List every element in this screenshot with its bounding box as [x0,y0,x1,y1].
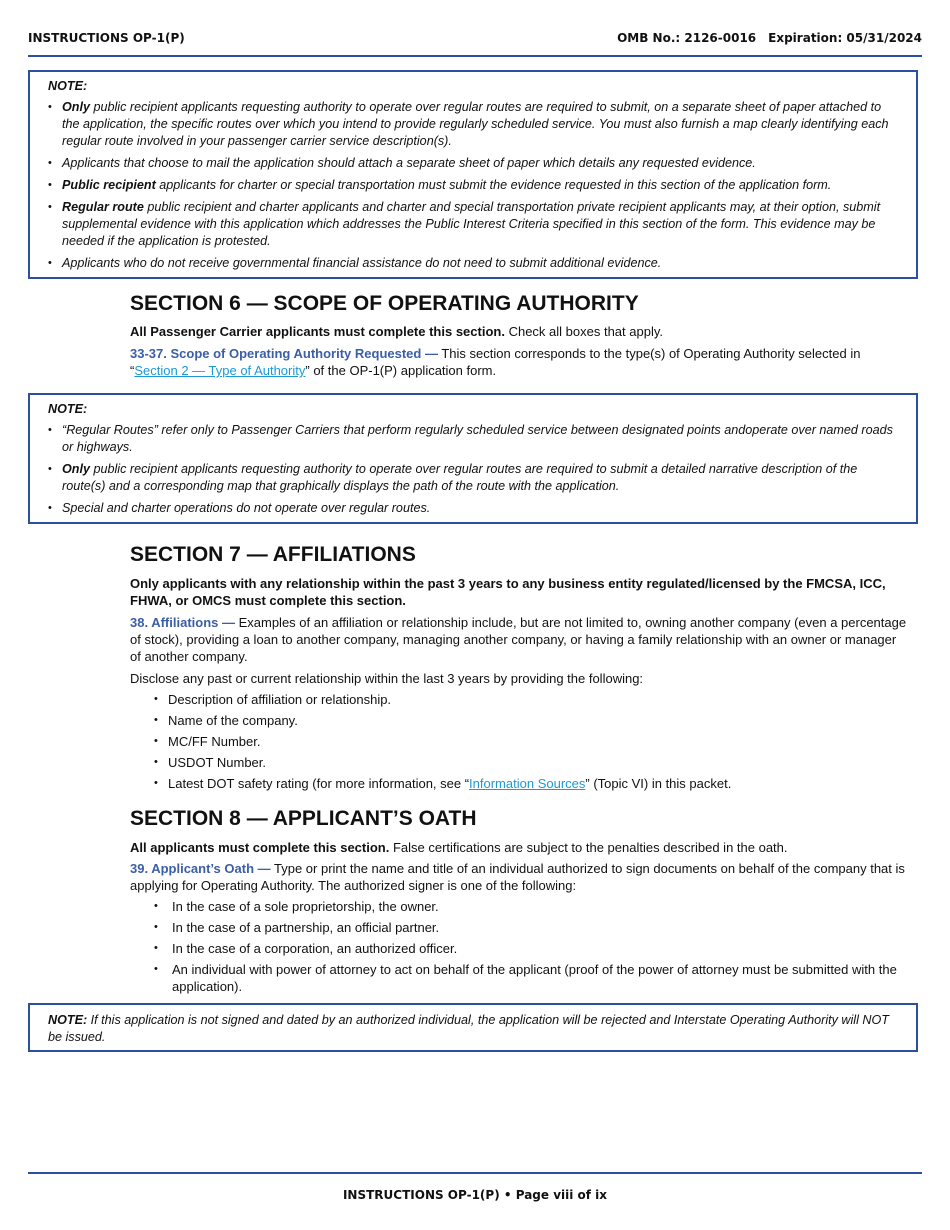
header-rule [28,55,922,57]
note-box-signature [28,1003,918,1052]
list-item: • Latest DOT safety rating (for more information, see “Information Sources” (Topic VI) in this packet. [130,775,910,792]
note-title: NOTE: [48,402,88,416]
note-list [48,422,898,517]
note-title: NOTE: [48,1013,88,1027]
note-item: • Only public recipient applicants requesting authority to operate over regular routes are required to submit a detailed narrative description of the route(s) and a corresponding map that graphically displays the path of the route with the application. [48,461,898,495]
list-item: • MC/FF Number. [130,733,910,750]
note-item: • “Regular Routes” refer only to Passenger Carriers that perform regularly scheduled service between designated points andoperate over named roads or highways. [48,422,898,456]
footer-rule [28,1172,922,1174]
note-item: • Applicants that choose to mail the application should attach a separate sheet of paper which details any requested evidence. [48,155,898,172]
section-8-item-39: 39. Applicant’s Oath — Type or print the name and title of an individual authorized to sign documents on behalf of the company that is applying for Operating Authority. The authorized signer is one of the following: [130,861,905,893]
section-7-disclose: Disclose any past or current relationship within the last 3 years by providing the following: [130,671,644,686]
list-item: • Description of affiliation or relationship. [130,691,910,708]
header-omb-info [617,31,922,45]
note-signature-text: NOTE: If this application is not signed and dated by an authorized individual, the application will be rejected and Interstate Operating Authority will NOT be issued. [48,1013,889,1044]
page-header [28,31,922,51]
section-7-list [130,691,910,792]
information-sources-link[interactable]: Information Sources [469,776,586,791]
note-item: • Applicants who do not receive governmental financial assistance do not need to submit additional evidence. [48,255,898,272]
note-item: • Only public recipient applicants requesting authority to operate over regular routes are required to submit, on a separate sheet of paper attached to the application, the specific routes over which you intend to provide regularly scheduled service. You must also furnish a map clearly identifying each regular route involved in your passenger carrier service description(s). [48,99,898,150]
list-item: • In the case of a sole proprietorship, the owner. [130,898,910,915]
section-7 [130,542,910,792]
section-6-title: SECTION 6 — SCOPE OF OPERATING AUTHORITY [130,292,639,315]
note-item: • Public recipient applicants for charter or special transportation must submit the evidence requested in this section of the application form. [48,177,898,194]
list-item: • In the case of a corporation, an authorized officer. [130,940,910,957]
header-omb-number: OMB No.: 2126-0016 [617,31,757,45]
list-item: • An individual with power of attorney to act on behalf of the applicant (proof of the power of attorney must be submitted with the application). [130,961,910,995]
note-item: • Regular route public recipient and charter applicants and charter and special transportation private recipient applicants may, at their option, submit supplemental evidence with this application which addresses the Public Interest Criteria specified in this section of the form. This evidence may be needed if the application is protested. [48,199,898,250]
note-item: • Special and charter operations do not operate over regular routes. [48,500,898,517]
list-item: • Name of the company. [130,712,910,729]
section-6-intro: All Passenger Carrier applicants must complete this section. Check all boxes that apply. [130,324,663,339]
section-8 [130,806,910,995]
note-box-regular-routes [28,393,918,524]
note-box-evidence [28,70,918,279]
note-title: NOTE: [48,79,88,93]
section-7-title: SECTION 7 — AFFILIATIONS [130,543,416,566]
section-6-item-33-37: 33-37. Scope of Operating Authority Requested — This section corresponds to the type(s) of Operating Authority selected in “Section 2 — Type of Authority” of the OP-1(P) application form. [130,346,861,378]
section-7-intro: Only applicants with any relationship within the past 3 years to any business entity regulated/licensed by the FMCSA, ICC, FHWA, or OMCS must complete this section. [130,576,886,608]
section-7-item-38: 38. Affiliations — Examples of an affiliation or relationship include, but are not limited to, owning another company (even a percentage of stock), providing a loan to another company, managing another company, or having a family relationship with an owner or manager of another company. [130,615,907,664]
section-2-link[interactable]: Section 2 — Type of Authority [134,363,306,378]
section-8-list [130,898,910,995]
page-footer: INSTRUCTIONS OP-1(P) • Page viii of ix [342,1188,608,1202]
list-item: • In the case of a partnership, an official partner. [130,919,910,936]
header-form-name: INSTRUCTIONS OP-1(P) [28,31,185,45]
section-8-intro: All applicants must complete this section. False certifications are subject to the penalties described in the oath. [130,840,788,855]
header-expiration: Expiration: 05/31/2024 [768,31,922,45]
section-6 [130,291,910,379]
note-list [48,99,898,272]
list-item: • USDOT Number. [130,754,910,771]
section-8-title: SECTION 8 — APPLICANT’S OATH [130,807,477,830]
